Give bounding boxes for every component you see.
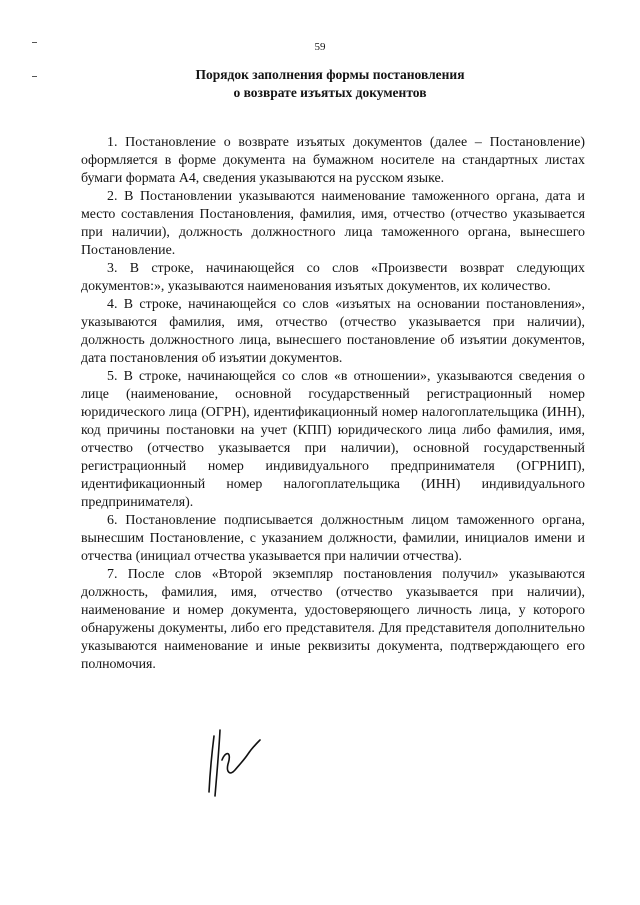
paragraph-3: 3. В строке, начинающейся со слов «Произвести возврат следующих документов:», указываются наименования изъятых документов, их количество. [81,261,585,294]
paragraph-7: 7. После слов «Второй экземпляр постановления получил» указываются должность, фамилия, имя, отчество (отчество указывается при наличии), наименование и номер документа, удостоверяющего личность лица, у которого обнаружены документы, либо его представителя. Для представителя дополнительно указываются наименование и иные реквизиты документа, подтверждающего его полномочия. [81,567,585,672]
document-title [80,66,580,102]
document-title-line: Порядок заполнения формы постановления [195,67,465,82]
paragraph-5: 5. В строке, начинающейся со слов «в отношении», указываются сведения о лице (наименование, основной государственный регистрационный номер юридического лица (ОГРН), идентификационный номер налогоплательщика (ИНН), код причины постановки на учет (КПП) юридического лица либо фамилия, имя, отчество (отчество указывается при наличии), основной государственный регистрационный номер индивидуального предпринимателя (ОГРНИП), идентификационный номер налогоплательщика (ИНН) индивидуального предпринимателя). [81,369,585,510]
handwritten-signature-icon [200,724,270,804]
paragraph-4: 4. В строке, начинающейся со слов «изъятых на основании постановления», указываются фамилия, имя, отчество (отчество указывается при наличии), должность должностного лица, вынесшего постановление об изъятии документов, дата постановления об изъятии документов. [81,297,585,366]
page-number: 59 [314,41,326,53]
paragraph-6: 6. Постановление подписывается должностным лицом таможенного органа, вынесшим Постановление, с указанием должности, фамилии, инициалов имени и отчества (инициал отчества указывается при наличии отчества). [81,513,585,564]
document-body [81,134,585,674]
paragraph-1: 1. Постановление о возврате изъятых документов (далее – Постановление) оформляется в форме документа на бумажном носителе на стандартных листах бумаги формата А4, сведения указываются на русском языке. [81,135,585,186]
document-title-line: о возврате изъятых документов [233,85,427,100]
paragraph-2: 2. В Постановлении указываются наименование таможенного органа, дата и место составления Постановления, фамилия, имя, отчество (отчество указывается при наличии), должность должностного лица таможенного органа, вынесшего Постановление. [81,189,585,258]
scan-mark [32,76,37,77]
